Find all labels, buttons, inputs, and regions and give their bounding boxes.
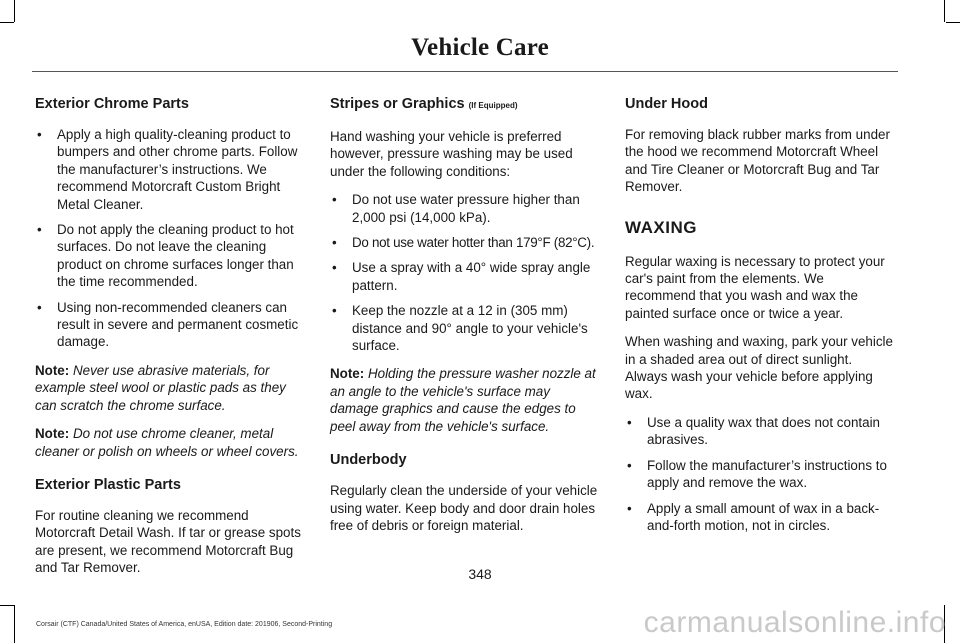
note-text: Holding the pressure washer nozzle at an angle to the vehicle's surface may damage graphics and cause the edges to peel away from the vehicle's surface.	[330, 366, 596, 434]
list-item-text: Do not apply the cleaning product to hot surfaces. Do not leave the cleaning product on chrome surfaces longer than the time recommended.	[57, 222, 294, 290]
note-text: Never use abrasive materials, for example steel wool or plastic pads as they can scratch the chrome surface.	[35, 362, 286, 413]
section-heading-stripes	[330, 95, 602, 115]
body-paragraph: Hand washing your vehicle is preferred however, pressure washing may be used under the following conditions:	[330, 129, 573, 179]
body-paragraph: When washing and waxing, park your vehicle in a shaded area out of direct sunlight. Always wash your vehicle before applying wax.	[625, 334, 893, 402]
body-paragraph: For routine cleaning we recommend Motorcraft Detail Wash. If tar or grease spots are present, we recommend Motorcraft Bug and Tar Remover.	[35, 507, 301, 576]
bullet-icon: •	[332, 192, 337, 208]
bullet-icon: •	[627, 457, 632, 473]
bullet-icon: •	[332, 235, 337, 251]
note	[330, 365, 602, 435]
section-heading-underbody: Underbody	[330, 452, 407, 469]
heading-qualifier: (If Equipped)	[468, 101, 518, 110]
list-item	[330, 191, 602, 226]
body-paragraph: Regularly clean the underside of your vehicle using water. Keep body and door drain holes free of debris or foreign material.	[330, 483, 598, 533]
list-item-text: Using non-recommended cleaners can result in severe and permanent cosmetic damage.	[57, 299, 299, 350]
header-divider	[32, 71, 898, 72]
list-item	[625, 457, 897, 492]
note-label: Note:	[330, 366, 365, 382]
section-heading-exterior-chrome: Exterior Chrome Parts	[35, 96, 189, 112]
crop-mark	[14, 605, 15, 643]
section-heading-under-hood: Under Hood	[625, 96, 708, 112]
list-item	[330, 234, 602, 251]
note-label: Note:	[35, 426, 70, 442]
bullet-icon: •	[37, 127, 42, 142]
bullet-icon: •	[332, 303, 337, 319]
list-item-text: Use a spray with a 40° wide spray angle pattern.	[352, 260, 591, 293]
page-title: Vehicle Care	[411, 34, 549, 61]
note	[35, 425, 307, 460]
list-item	[35, 299, 307, 351]
list-item-text: Follow the manufacturer’s instructions to apply and remove the wax.	[647, 457, 887, 491]
section-heading-exterior-plastic: Exterior Plastic Parts	[35, 476, 181, 493]
chrome-bullet-list	[35, 126, 307, 351]
stripes-bullet-list	[330, 191, 602, 354]
watermark: carmanualsonline.info	[643, 606, 946, 639]
list-item	[35, 221, 307, 291]
list-item	[35, 126, 307, 213]
left-column	[35, 95, 307, 588]
body-paragraph: Regular waxing is necessary to protect your car's paint from the elements. We recommend that you wash and wax the painted surface once or twice a year.	[625, 253, 885, 321]
body-paragraph: For removing black rubber marks from under the hood we recommend Motorcraft Wheel and Tire Cleaner or Motorcraft Bug and Tar Remover.	[625, 127, 890, 195]
bullet-icon: •	[332, 260, 337, 276]
right-column	[625, 95, 897, 545]
bullet-icon: •	[627, 500, 632, 516]
bullet-icon: •	[37, 299, 42, 315]
list-item	[330, 302, 602, 354]
heading-text: Stripes or Graphics	[330, 96, 465, 112]
chapter-heading-waxing: WAXING	[625, 217, 697, 237]
crop-mark	[0, 22, 14, 23]
waxing-bullet-list	[625, 414, 897, 534]
list-item	[330, 259, 602, 294]
list-item-text: Keep the nozzle at a 12 in (305 mm) distance and 90° angle to your vehicle's surface.	[352, 303, 588, 354]
list-item-text: Use a quality wax that does not contain abrasives.	[647, 414, 880, 448]
list-item-text: Apply a small amount of wax in a back-and-forth motion, not in circles.	[647, 500, 880, 533]
crop-mark	[0, 605, 14, 606]
page-number: 348	[468, 566, 492, 582]
list-item-text: Apply a high quality-cleaning product to bumpers and other chrome parts. Follow the manufacturer’s instructions. We recommend Motorcraft Custom Bright Metal Cleaner.	[57, 127, 298, 212]
bullet-icon: •	[627, 414, 632, 430]
list-item-text: Do not use water pressure higher than 2,000 psi (14,000 kPa).	[352, 192, 580, 225]
middle-column	[330, 95, 602, 545]
list-item	[625, 500, 897, 535]
list-item	[625, 414, 897, 449]
note	[35, 362, 307, 414]
note-text: Do not use chrome cleaner, metal cleaner or polish on wheels or wheel covers.	[35, 426, 299, 459]
crop-mark	[944, 0, 945, 22]
list-item-text: Do not use water hotter than 179°F (82°C).	[352, 235, 595, 251]
note-label: Note:	[35, 362, 70, 378]
bullet-icon: •	[37, 222, 42, 238]
footer-edition-info: Corsair (CTF) Canada/United States of America, enUSA, Edition date: 201906, Second-Printing	[36, 621, 333, 628]
crop-mark	[14, 0, 15, 22]
crop-mark	[946, 22, 960, 23]
